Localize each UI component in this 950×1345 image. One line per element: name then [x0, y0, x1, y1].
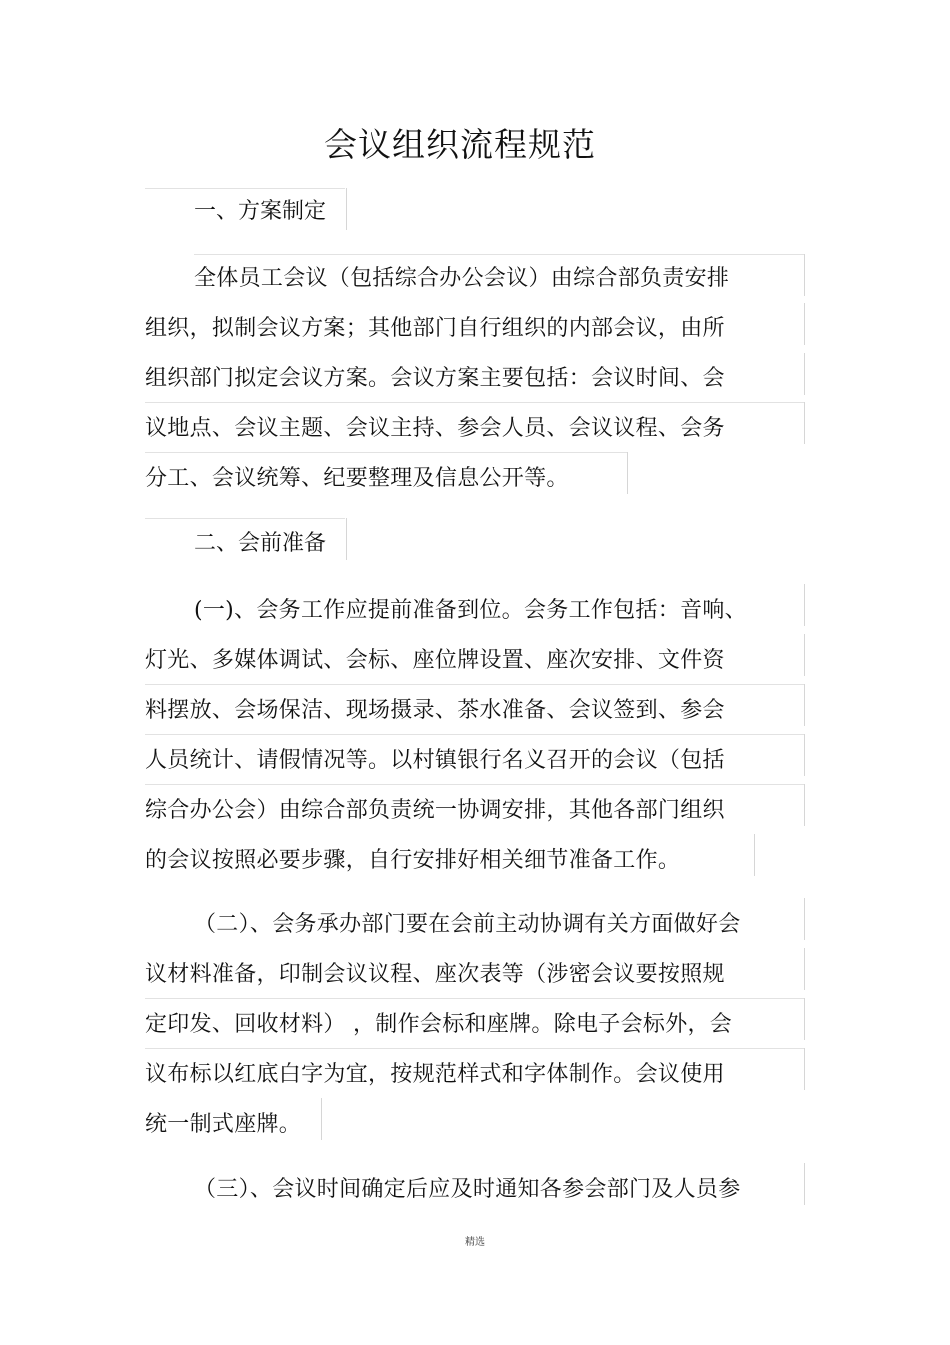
rule [754, 834, 755, 876]
rule [804, 1048, 805, 1090]
rule [346, 188, 347, 230]
paragraph-line: 议地点、会议主题、会议主持、参会人员、会议议程、会务 [145, 416, 725, 441]
rule [145, 998, 804, 999]
paragraph-line: 定印发、回收材料） ，制作会标和座牌。除电子会标外，会 [145, 1012, 733, 1037]
rule [804, 998, 805, 1040]
rule [804, 1163, 805, 1205]
paragraph-line: 组织，拟制会议方案；其他部门自行组织的内部会议，由所 [145, 316, 725, 341]
paragraph-line: 议布标以红底白字为宜，按规范样式和字体制作。会议使用 [145, 1062, 725, 1087]
rule [804, 402, 805, 444]
rule [145, 1048, 804, 1049]
rule [627, 452, 628, 494]
rule [804, 784, 805, 826]
paragraph-line: 人员统计、请假情况等。以村镇银行名义召开的会议（包括 [145, 748, 725, 773]
rule [804, 634, 805, 676]
rule [804, 584, 805, 626]
rule [145, 402, 804, 403]
rule [145, 684, 804, 685]
rule [804, 303, 805, 345]
paragraph-line: 议材料准备，印制会议议程、座次表等（涉密会议要按照规 [145, 962, 725, 987]
rule [804, 948, 805, 990]
rule [145, 734, 804, 735]
rule [194, 254, 804, 255]
paragraph-line: 的会议按照必要步骤，自行安排好相关细节准备工作。 [145, 848, 681, 873]
paragraph-line: 分工、会议统筹、纪要整理及信息公开等。 [145, 466, 569, 491]
paragraph-line: 灯光、多媒体调试、会标、座位牌设置、座次安排、文件资 [145, 648, 725, 673]
rule [804, 684, 805, 726]
paragraph-line: 综合办公会）由综合部负责统一协调安排，其他各部门组织 [145, 798, 725, 823]
rule [804, 353, 805, 395]
rule [145, 188, 345, 189]
page-footer: 精选 [465, 1237, 485, 1248]
paragraph-line: 组织部门拟定会议方案。会议方案主要包括：会议时间、会 [145, 366, 725, 391]
rule [145, 518, 345, 519]
document-title: 会议组织流程规范 [324, 125, 596, 164]
paragraph-line: （二）、会务承办部门要在会前主动协调有关方面做好会 [194, 912, 741, 937]
rule [145, 784, 804, 785]
paragraph-line: (一)、会务工作应提前准备到位。会务工作包括：音响、 [194, 598, 747, 623]
paragraph-line: 料摆放、会场保洁、现场摄录、茶水准备、会议签到、参会 [145, 698, 725, 723]
rule [321, 1098, 322, 1140]
rule [804, 734, 805, 776]
paragraph-line: （三）、会议时间确定后应及时通知各参会部门及人员参 [194, 1177, 741, 1202]
rule [145, 452, 627, 453]
rule [804, 254, 805, 296]
paragraph-line: 全体员工会议（包括综合办公会议）由综合部负责安排 [194, 266, 730, 291]
section-heading-2: 二、会前准备 [194, 531, 327, 556]
section-heading-1: 一、方案制定 [194, 199, 327, 224]
rule [804, 898, 805, 940]
paragraph-line: 统一制式座牌。 [145, 1112, 302, 1137]
rule [346, 518, 347, 560]
